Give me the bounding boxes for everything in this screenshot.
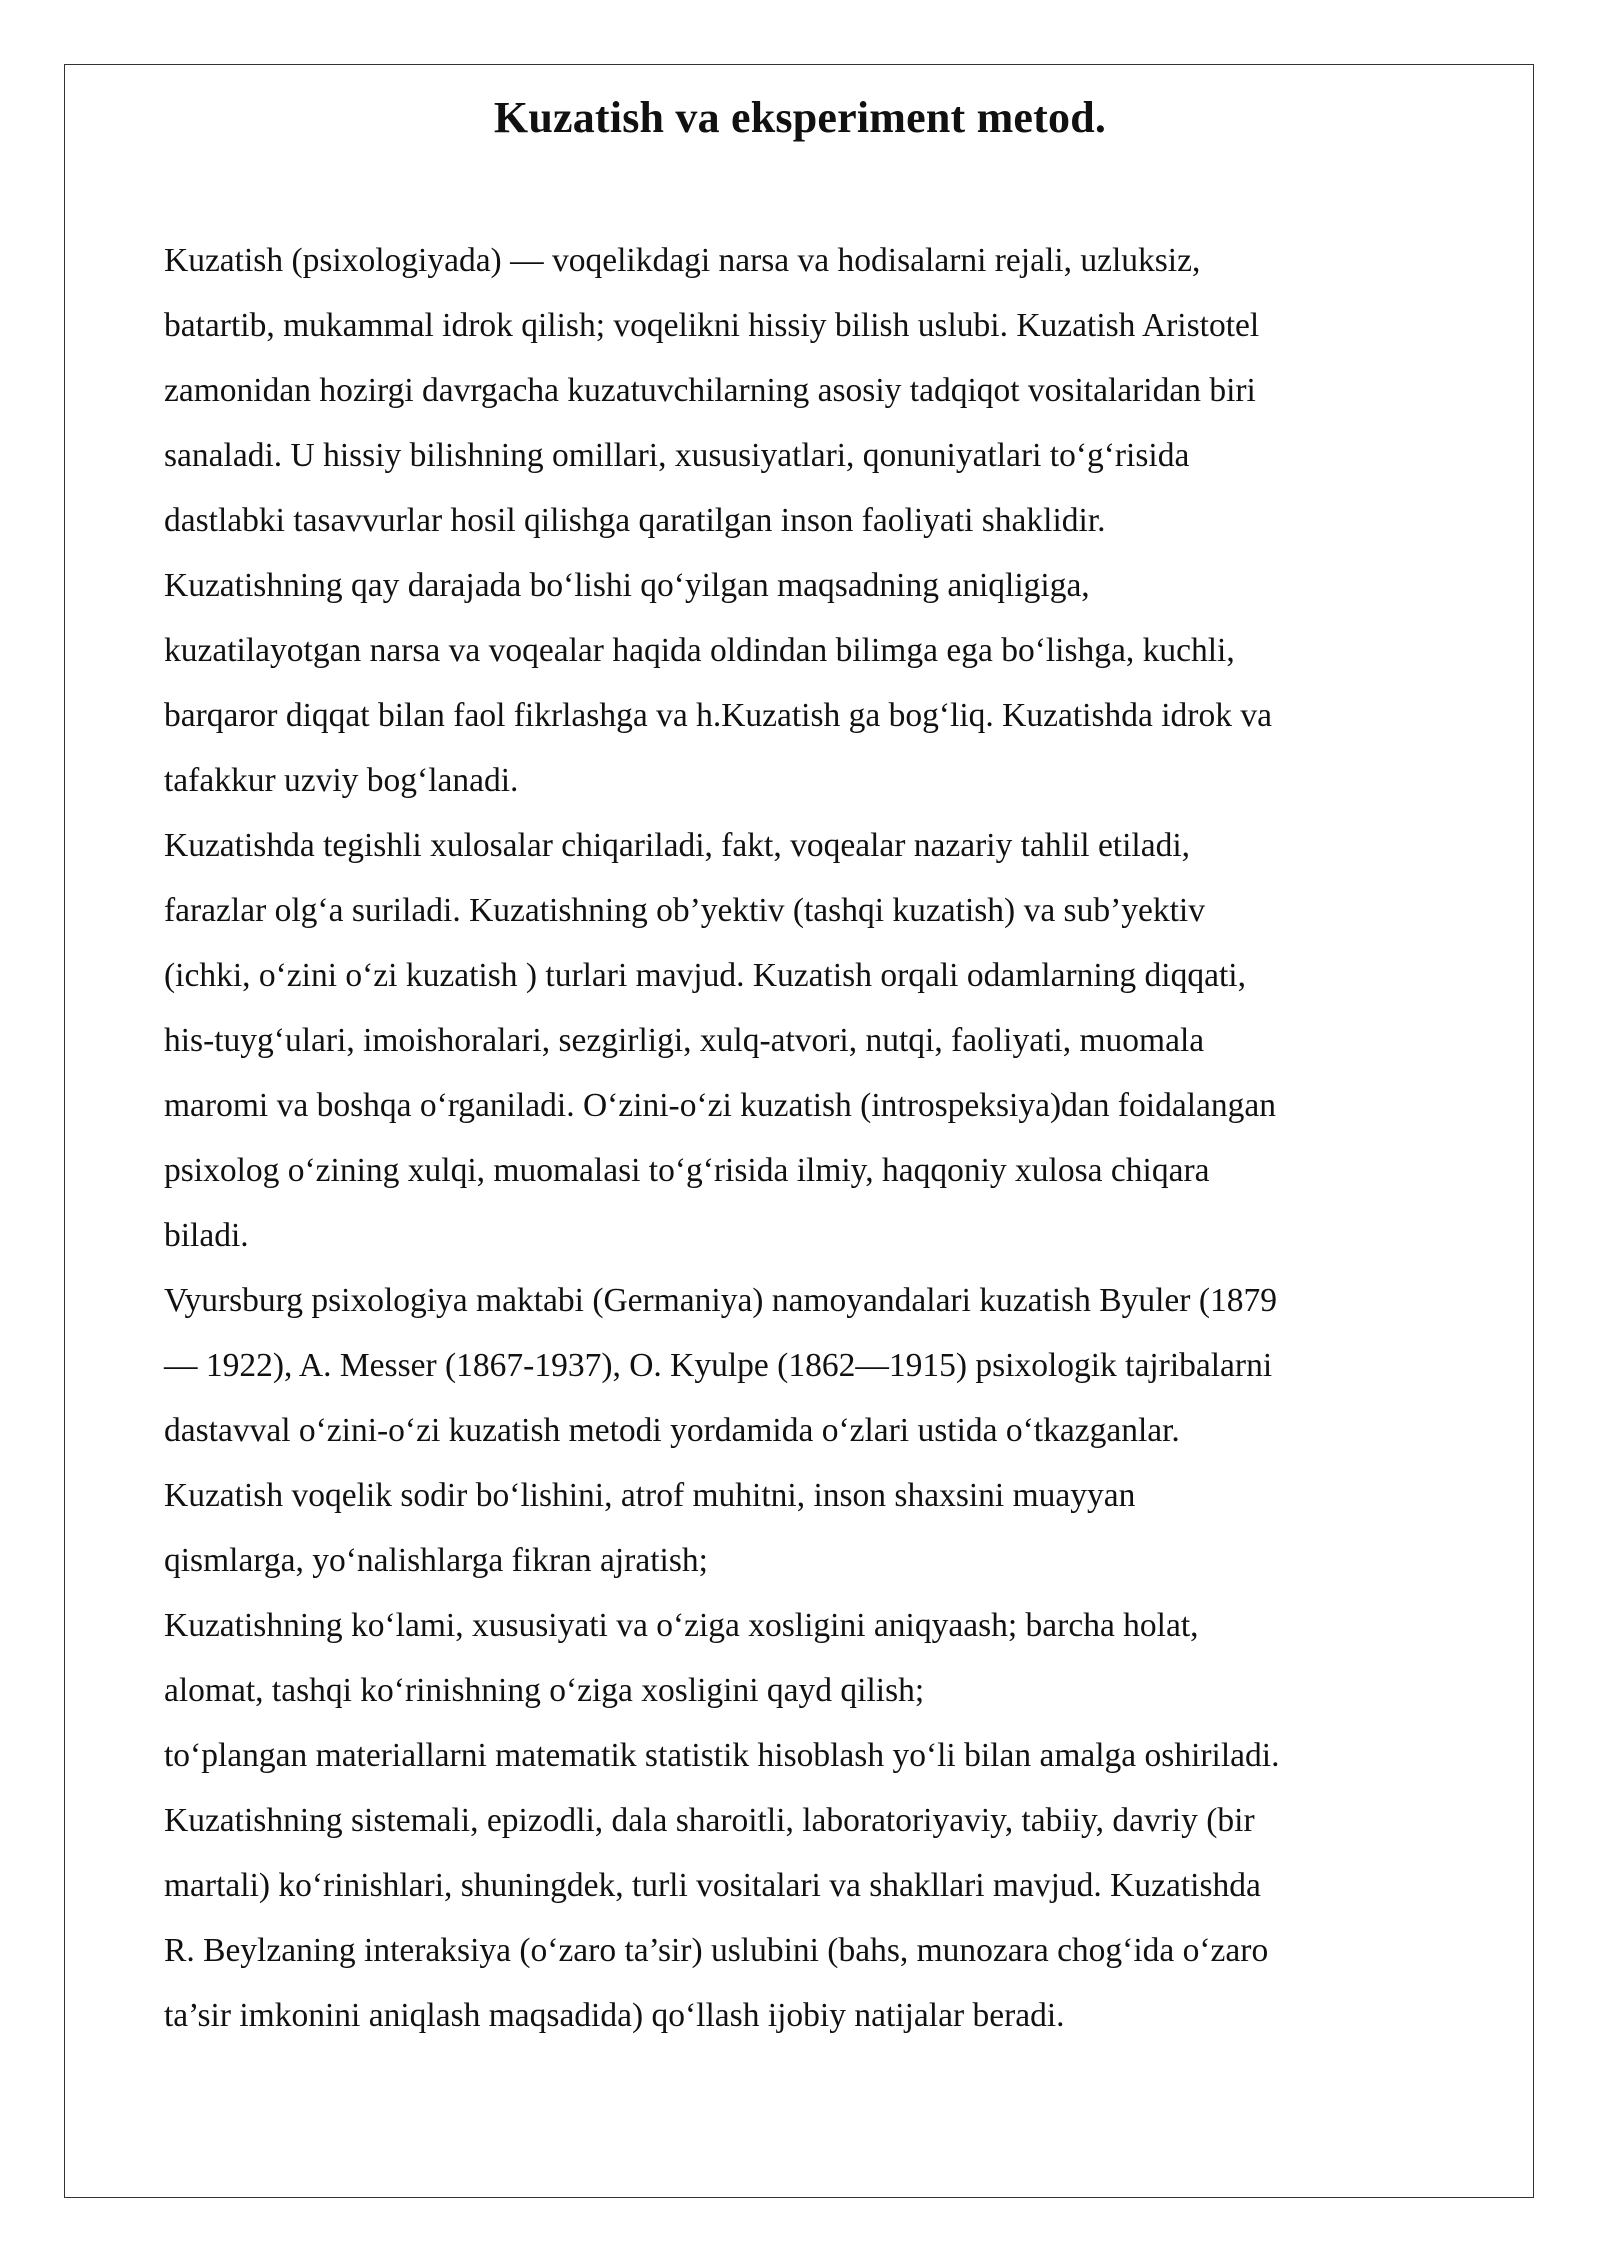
text-line: zamonidan hozirgi davrgacha kuzatuvchilarning asosiy tadqiqot vositalaridan biri (164, 372, 1256, 409)
text-line: Kuzatish (psixologiyada) — voqelikdagi narsa va hodisalarni rejali, uzluksiz, (164, 242, 1201, 279)
text-line: Kuzatishning sistemali, epizodli, dala sharoitli, laboratoriyaviy, tabiiy, davriy (bir (164, 1802, 1255, 1839)
text-line: tafakkur uzviy bog‘lanadi. (164, 762, 519, 799)
text-line: to‘plangan materiallarni matematik statistik hisoblash yo‘li bilan amalga oshiriladi. (164, 1737, 1280, 1774)
text-line: farazlar olg‘a suriladi. Kuzatishning ob’yektiv (tashqi kuzatish) va sub’yektiv (164, 892, 1205, 929)
document-title: Kuzatish va eksperiment metod. (493, 93, 1107, 142)
text-line: Kuzatishning ko‘lami, xususiyati va o‘ziga xosligini aniqyaash; barcha holat, (164, 1607, 1199, 1644)
text-line: dastlabki tasavvurlar hosil qilishga qaratilgan inson faoliyati shaklidir. (164, 502, 1106, 539)
text-line: dastavval o‘zini-o‘zi kuzatish metodi yordamida o‘zlari ustida o‘tkazganlar. (164, 1412, 1180, 1449)
text-line: Vyursburg psixologiya maktabi (Germaniya) namoyandalari kuzatish Byuler (1879 (164, 1282, 1277, 1319)
text-line: sanaladi. U hissiy bilishning omillari, xususiyatlari, qonuniyatlari to‘g‘risida (164, 437, 1190, 474)
text-line: Kuzatish voqelik sodir bo‘lishini, atrof muhitni, inson shaxsini muayyan (164, 1477, 1136, 1514)
document-body (164, 228, 1494, 2048)
text-line: qismlarga, yo‘nalishlarga fikran ajratish; (164, 1542, 708, 1579)
text-line: psixolog o‘zining xulqi, muomalasi to‘g‘risida ilmiy, haqqoniy xulosa chiqara (164, 1152, 1210, 1189)
text-line: barqaror diqqat bilan faol fikrlashga va h.Kuzatish ga bog‘liq. Kuzatishda idrok va (164, 697, 1272, 734)
text-line: batartib, mukammal idrok qilish; voqelikni hissiy bilish uslubi. Kuzatish Aristotel (164, 307, 1260, 344)
text-line: — 1922), A. Messer (1867-1937), O. Kyulpe (1862—1915) psixologik tajribalarni (164, 1347, 1273, 1384)
text-line: kuzatilayotgan narsa va voqealar haqida oldindan bilimga ega bo‘lishga, kuchli, (164, 632, 1235, 669)
text-line: Kuzatishda tegishli xulosalar chiqariladi, fakt, voqealar nazariy tahlil etiladi, (164, 827, 1191, 864)
text-line: ta’sir imkonini aniqlash maqsadida) qo‘llash ijobiy natijalar beradi. (164, 1997, 1065, 2034)
text-line: maromi va boshqa o‘rganiladi. O‘zini-o‘zi kuzatish (introspeksiya)dan foidalangan (164, 1087, 1276, 1124)
text-line: R. Beylzaning interaksiya (o‘zaro ta’sir) uslubini (bahs, munozara chog‘ida o‘zaro (164, 1932, 1269, 1969)
text-line: Kuzatishning qay darajada bo‘lishi qo‘yilgan maqsadning aniqligiga, (164, 567, 1090, 604)
text-line: martali) ko‘rinishlari, shuningdek, turli vositalari va shakllari mavjud. Kuzatishda (164, 1867, 1261, 1904)
text-line: alomat, tashqi ko‘rinishning o‘ziga xosligini qayd qilish; (164, 1672, 925, 1709)
text-line: his-tuyg‘ulari, imoishoralari, sezgirligi, xulq-atvori, nutqi, faoliyati, muomala (164, 1022, 1205, 1059)
text-line: biladi. (164, 1217, 249, 1254)
text-line: (ichki, o‘zini o‘zi kuzatish ) turlari mavjud. Kuzatish orqali odamlarning diqqati, (164, 957, 1246, 994)
